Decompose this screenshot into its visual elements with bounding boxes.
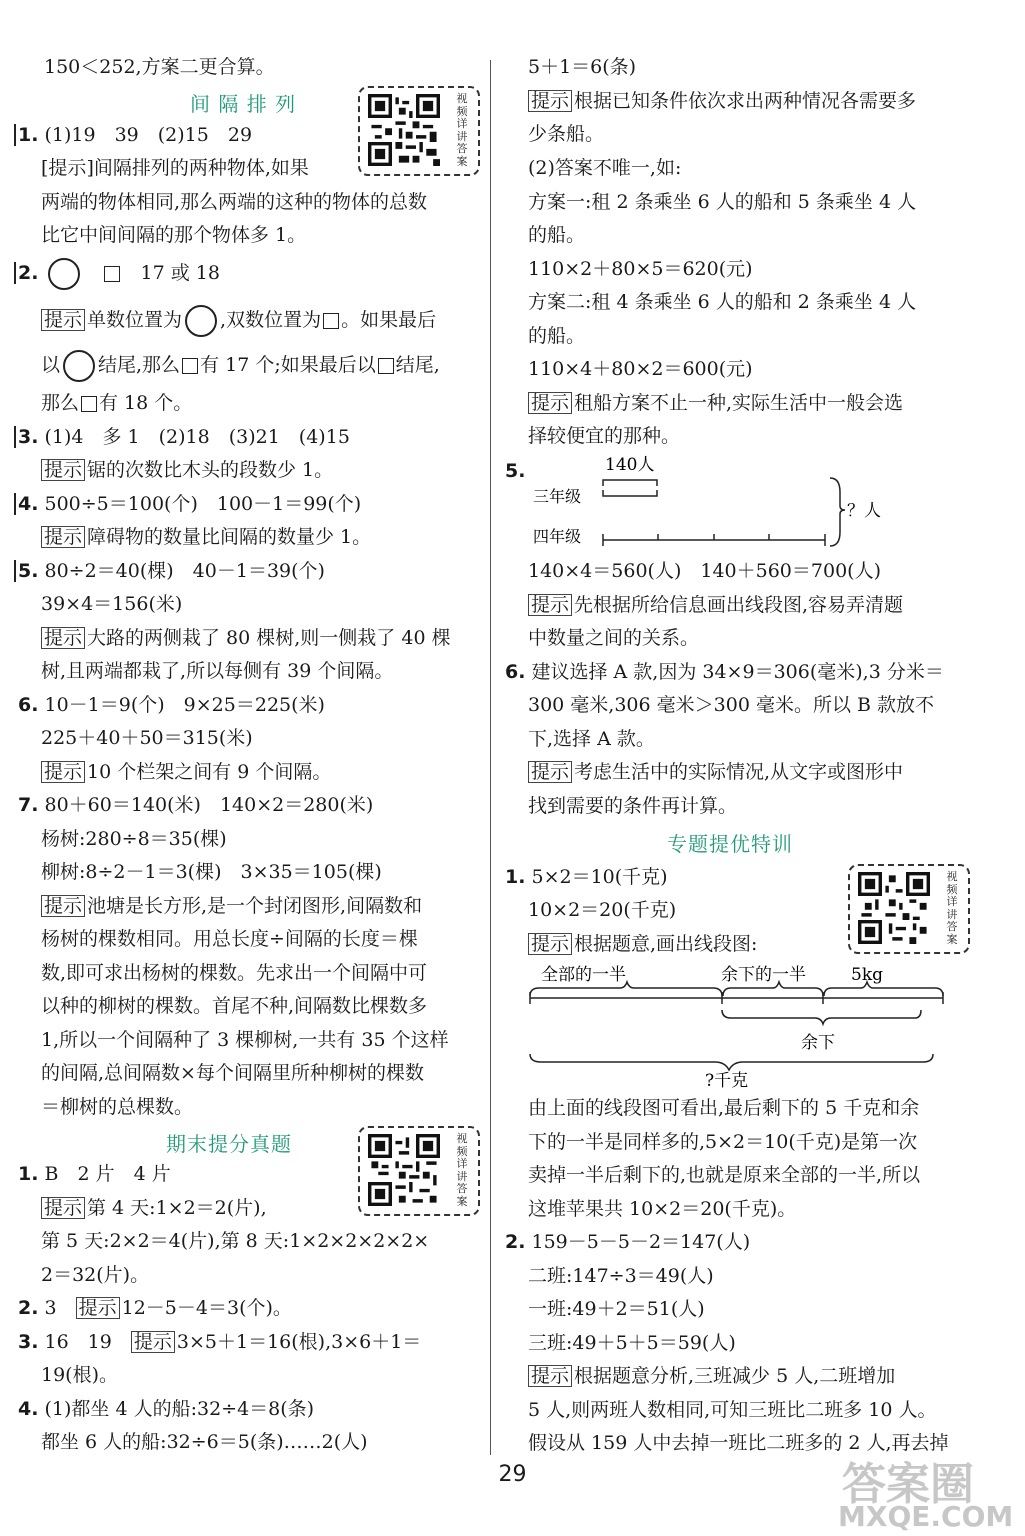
tip-line: 以 结尾,那么 有 17 个;如果最后以 结尾, [41,350,440,376]
diagram-label: ?千克 [705,1071,749,1090]
tip-line: 比它中间间隔的那个物体多 1。 [41,224,307,246]
text-line: 110×2＋80×5＝620(元) [528,258,753,280]
text-line: 的船。 [528,325,586,347]
question-3: 3. (1)4 多 1 (2)18 (3)21 (4)15 [18,424,350,450]
tip-line: 1,所以一个间隔种了 3 棵柳树,一共有 35 个这样 [41,1029,449,1051]
exam-question-1: 1. B 2 片 4 片 [18,1163,171,1185]
tip-line: 2＝32(片)。 [41,1264,150,1286]
question-7: 7. 80＋60＝140(米) 140×2＝280(米) [18,794,374,816]
tip-line: 提示 根据已知条件依次求出两种情况各需要多 [528,88,916,114]
section-title: 专题提优特训 [667,832,793,856]
tip-line: 少条船。 [528,123,605,145]
qr-label: 视频详讲答案 [456,1132,468,1208]
tip-tag: 提示 [528,1365,572,1387]
text-line: 的船。 [528,224,586,246]
qr-code-box[interactable] [358,86,480,176]
tip-line: 提示 先根据所给信息画出线段图,容易弄清题 [528,592,903,618]
question-1: 1. (1)19 39 (2)15 29 [18,122,252,148]
special-question-1: 1. 5×2＝10(千克) [505,866,668,888]
tip-tag: 提示 [528,594,572,616]
tip-tag: 提示 [131,1331,175,1353]
tip-line: 那么 有 18 个。 [41,392,193,414]
tip-line: 假设从 159 人中去掉一班比二班多的 2 人,再去掉 [528,1432,949,1454]
section-title: 期末提分真题 [166,1132,292,1156]
qr-code-icon [858,872,930,944]
tip-line: 中数量之间的关系。 [528,627,700,649]
tip-tag: 提示 [76,1297,120,1319]
tip-line: 数,即可求出杨树的棵数。先求出一个间隔中可 [41,962,428,984]
diagram-label: 140人 [605,455,655,475]
text-line: 300 毫米,306 毫米＞300 毫米。所以 B 款放不 [528,694,934,716]
page-number: 29 [498,1462,527,1487]
text-line: 225＋40＋50＝315(米) [41,727,253,749]
qr-code-box[interactable] [848,864,970,954]
text-line: 10×2＝20(千克) [528,899,677,921]
diagram-label: 5kg [851,965,883,985]
square-shape-icon [378,358,394,374]
tip-line: 提示 单数位置为 ,双数位置为 。如果最后 [41,305,436,331]
qr-code-box[interactable] [358,1126,480,1216]
text-line: 二班:147÷3＝49(人) [528,1265,714,1287]
qr-code-icon [368,1134,440,1206]
square-shape-icon [81,396,97,412]
tip-line: [提示]间隔排列的两种物体,如果 [41,157,309,179]
watermark-logo: 答案圈 [842,1459,974,1510]
tip-line: 以种的柳树的棵数。首尾不种,间隔数比棵数多 [41,995,428,1017]
qr-code-icon [368,94,440,166]
section-title: 间 隔 排 列 [190,92,297,116]
tip-line: 择较便宜的那种。 [528,425,681,447]
tip-tag: 提示 [41,1197,85,1219]
qr-label: 视频详讲答案 [946,870,958,946]
tip-line: 提示 根据题意,画出线段图: [528,931,757,957]
text-line: 下,选择 A 款。 [528,728,655,750]
question-5: 5. 80÷2＝40(棵) 40－1＝39(个) [18,558,325,584]
text-line: 110×4＋80×2＝600(元) [528,358,753,380]
text-line: 39×4＝156(米) [41,593,183,615]
text-line: 一班:49＋2＝51(人) [528,1298,705,1320]
tip-line: 提示 大路的两侧栽了 80 棵树,则一侧栽了 40 棵 [41,625,451,651]
tip-line: 提示 第 4 天:1×2＝2(片), [41,1195,267,1221]
question-6: 6. 建议选择 A 款,因为 34×9＝306(毫米),3 分米＝ [505,661,944,683]
tip-tag: 提示 [41,309,85,331]
text-line: 卖掉一半后剩下的,也就是原来全部的一半,所以 [528,1164,921,1186]
tip-tag: 提示 [41,459,85,481]
tip-line: 提示 考虑生活中的实际情况,从文字或图形中 [528,759,903,785]
tip-tag: 提示 [528,933,572,955]
question-6: 6. 10－1＝9(个) 9×25＝225(米) [18,694,325,716]
tip-tag: 提示 [528,392,572,414]
tip-line: 杨树的棵数相同。用总长度÷间隔的长度＝棵 [41,928,418,950]
tip-line: 提示 锯的次数比木头的段数少 1。 [41,457,333,483]
diagram-label: 余下 [801,1033,835,1053]
special-question-2: 2. 159－5－5－2＝147(人) [505,1231,751,1253]
tip-tag: 提示 [41,895,85,917]
square-shape-icon [323,313,339,329]
question-5: 5. [505,460,526,482]
square-shape-icon [182,358,198,374]
circle-shape-icon [48,258,80,290]
square-shape-icon [104,266,120,282]
text-line: 由上面的线段图可看出,最后剩下的 5 千克和余 [528,1097,920,1119]
tip-line: 提示 租船方案不止一种,实际生活中一般会选 [528,390,903,416]
text-line: 三班:49＋5＋5＝59(人) [528,1332,736,1354]
tip-tag: 提示 [41,526,85,548]
tip-line: 提示 池塘是长方形,是一个封闭图形,间隔数和 [41,893,422,919]
question-2: 2. 17 或 18 [18,258,220,284]
diagram-label: 四年级 [533,527,582,546]
text-line: 5＋1＝6(条) [528,56,637,78]
text-line: 19(根)。 [41,1364,119,1386]
text-line: 下的一半是同样多的,5×2＝10(千克)是第一次 [528,1131,918,1153]
diagram-label: ？人 [847,501,881,521]
exam-question-2: 2. 3 提示 12－5－4＝3(个)。 [18,1297,292,1319]
diagram-label: 全部的一半 [541,965,626,985]
tip-line: 5 人,则两班人数相同,可知三班比二班多 10 人。 [528,1399,937,1421]
watermark-site: MXQE.COM [838,1500,1014,1533]
tip-tag: 提示 [528,90,572,112]
circle-shape-icon [63,350,95,382]
text-line: 这堆苹果共 10×2＝20(千克)。 [528,1198,797,1220]
diagram-label: 余下的一半 [721,965,806,985]
qr-label: 视频详讲答案 [456,92,468,168]
tip-line: ＝柳树的总棵数。 [41,1096,194,1118]
exam-question-3: 3. 16 19 提示 3×5＋1＝16(根),3×6＋1＝ [18,1331,422,1353]
apple-line-diagram [525,958,955,1090]
column-divider [490,60,491,1455]
text-line: 都坐 6 人的船:32÷6＝5(条)……2(人) [41,1431,368,1453]
tip-line: 树,且两端都栽了,所以每侧有 39 个间隔。 [41,660,394,682]
tip-tag: 提示 [528,761,572,783]
text-line: 杨树:280÷8＝35(棵) [41,828,227,850]
text-line: 方案二:租 4 条乘坐 6 人的船和 2 条乘坐 4 人 [528,291,917,313]
tip-line: 提示 障碍物的数量比间隔的数量少 1。 [41,524,371,550]
tip-tag: 提示 [41,761,85,783]
tip-line: 两端的物体相同,那么两端的这种的物体的总数 [41,191,428,213]
text-line: 方案一:租 2 条乘坐 6 人的船和 5 条乘坐 4 人 [528,191,917,213]
line-segment-diagram [525,452,905,558]
text-line: 140×4＝560(人) 140＋560＝700(人) [528,560,881,582]
circle-shape-icon [185,305,217,337]
tip-line: 提示 10 个栏架之间有 9 个间隔。 [41,759,331,785]
diagram-label: 三年级 [533,487,582,506]
text-line: 柳树:8÷2－1＝3(棵) 3×35＝105(棵) [41,861,382,883]
text-line: (2)答案不唯一,如: [528,157,682,179]
exam-question-4: 4. (1)都坐 4 人的船:32÷4＝8(条) [18,1398,315,1420]
text-line: 150＜252,方案二更合算。 [44,56,275,78]
tip-tag: 提示 [41,627,85,649]
tip-line: 找到需要的条件再计算。 [528,795,738,817]
tip-line: 的间隔,总间隔数×每个间隔里所种柳树的棵数 [41,1062,424,1084]
tip-line: 提示 根据题意分析,三班减少 5 人,二班增加 [528,1363,895,1389]
tip-line: 第 5 天:2×2＝4(片),第 8 天:1×2×2×2×2× [41,1230,430,1252]
question-4: 4. 500÷5＝100(个) 100－1＝99(个) [18,491,361,517]
